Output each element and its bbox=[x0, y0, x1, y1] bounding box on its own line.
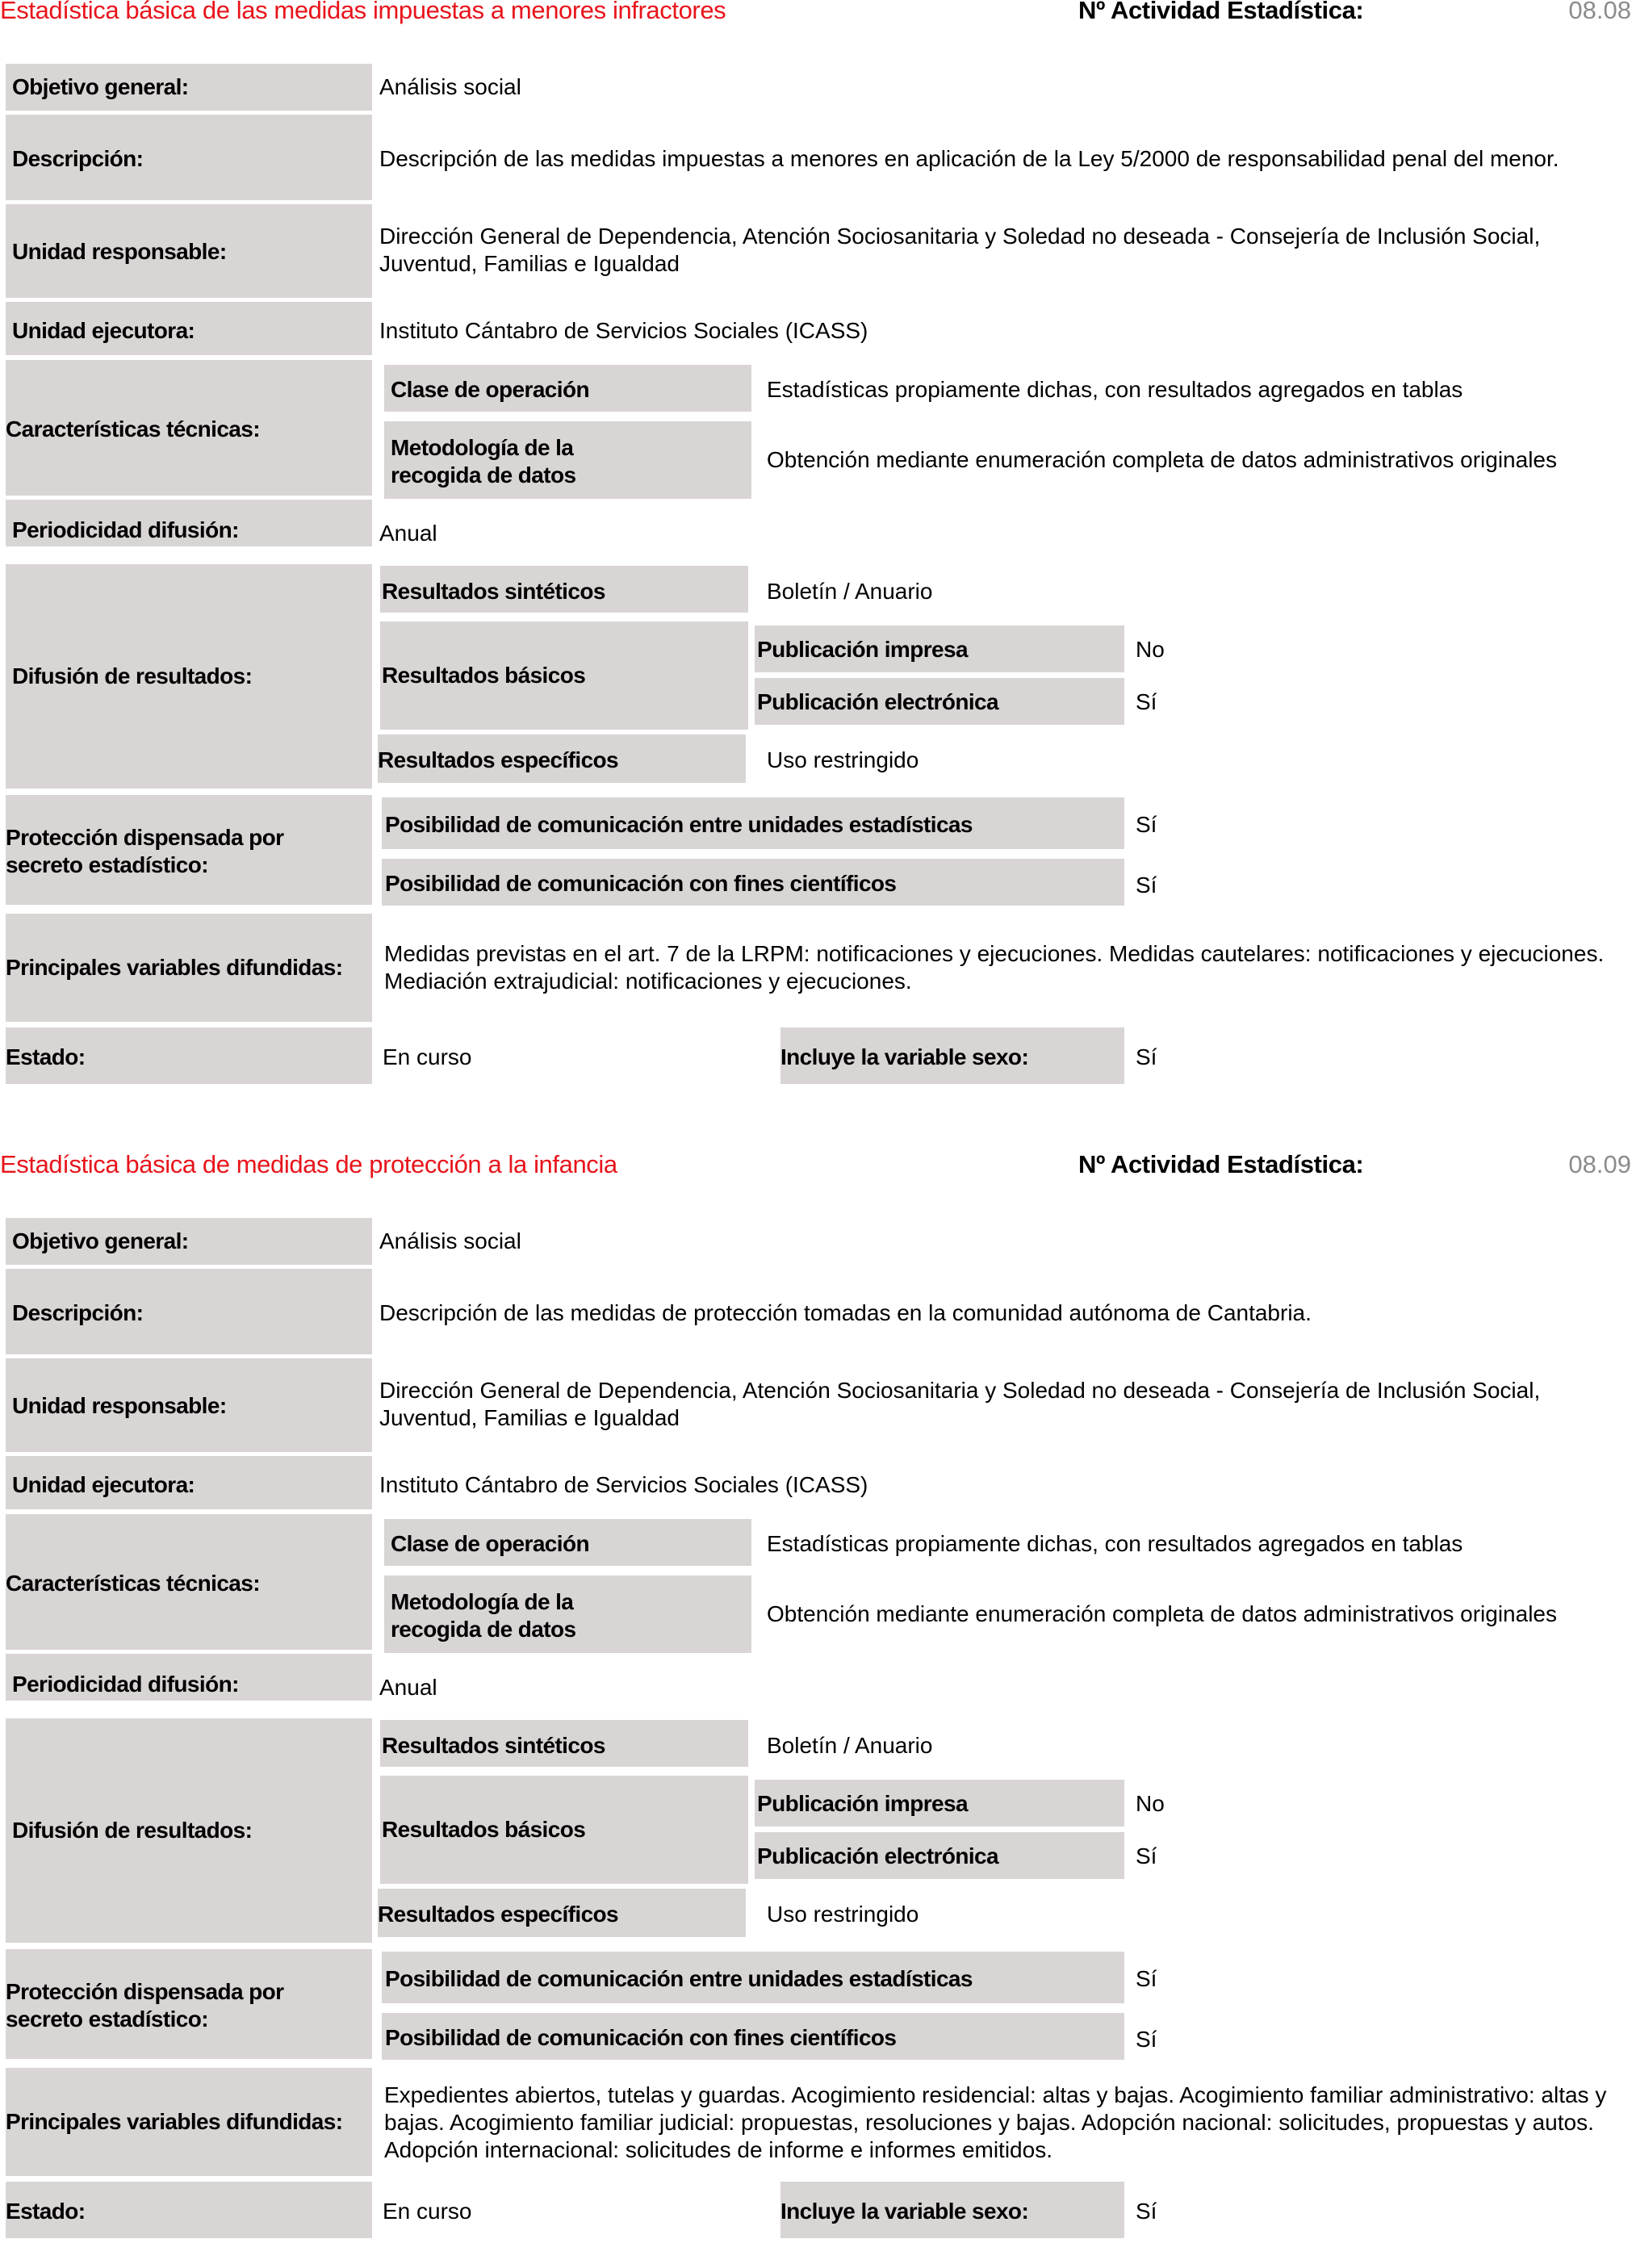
difusion-label: Difusión de resultados: bbox=[12, 663, 253, 688]
electronica-label: Publicación electrónica bbox=[757, 689, 998, 714]
proteccion-label: Protección dispensada por secreto estadístico: bbox=[6, 825, 284, 877]
record-title: Estadística básica de medidas de protección a la infancia bbox=[0, 1150, 617, 1178]
unidad-ejecutora-label: Unidad ejecutora: bbox=[12, 1472, 195, 1497]
sexo-value: Sí bbox=[1136, 1044, 1157, 1069]
descripcion-value: Descripción de las medidas de protección tomadas en la comunidad autónoma de Cantabria. bbox=[379, 1300, 1312, 1325]
impresa-label: Publicación impresa bbox=[757, 637, 968, 662]
com-unidades-label: Posibilidad de comunicación entre unidades estadísticas bbox=[385, 1966, 973, 1991]
variables-label: Principales variables difundidas: bbox=[6, 955, 343, 980]
record-title: Estadística básica de las medidas impuestas a menores infractores bbox=[0, 0, 726, 24]
sexo-label: Incluye la variable sexo: bbox=[780, 2199, 1029, 2224]
sexo-value: Sí bbox=[1136, 2199, 1157, 2224]
unidad-ejecutora-value: Instituto Cántabro de Servicios Sociales (ICASS) bbox=[379, 318, 868, 343]
variables-label: Principales variables difundidas: bbox=[6, 2109, 343, 2134]
electronica-value: Sí bbox=[1136, 689, 1157, 714]
sinteticos-value: Boletín / Anuario bbox=[767, 1733, 933, 1758]
activity-number: 08.09 bbox=[1568, 1150, 1631, 1178]
activity-number-label: Nº Actividad Estadística: bbox=[1078, 0, 1364, 24]
impresa-label: Publicación impresa bbox=[757, 1791, 968, 1816]
especificos-value: Uso restringido bbox=[767, 747, 919, 772]
periodicidad-label: Periodicidad difusión: bbox=[12, 1672, 239, 1697]
difusion-label: Difusión de resultados: bbox=[12, 1818, 253, 1843]
clase-operacion-label: Clase de operación bbox=[391, 377, 589, 402]
variables-value: Expedientes abiertos, tutelas y guardas. Acogimiento residencial: altas y bajas. Acogimiento familiar administrativo: altas y bajas. Acogimiento familiar judicial: propuestas, resoluciones y bajas. Adopción nacional: solicitudes, propuestas y autos. Adopción internacional: solicitudes de informe e informes emitidos. bbox=[384, 2082, 1607, 2162]
objetivo-label: Objetivo general: bbox=[12, 1228, 189, 1253]
metodologia-value: Obtención mediante enumeración completa de datos administrativos originales bbox=[767, 447, 1557, 472]
com-unidades-value: Sí bbox=[1136, 1966, 1157, 1991]
periodicidad-value: Anual bbox=[379, 1675, 437, 1700]
estado-value: En curso bbox=[383, 1044, 472, 1069]
impresa-value: No bbox=[1136, 637, 1165, 662]
electronica-label: Publicación electrónica bbox=[757, 1843, 998, 1868]
basicos-label: Resultados básicos bbox=[382, 1817, 586, 1842]
caracteristicas-label: Características técnicas: bbox=[6, 1571, 260, 1596]
descripcion-label: Descripción: bbox=[12, 146, 144, 171]
impresa-value: No bbox=[1136, 1791, 1165, 1816]
sexo-label: Incluye la variable sexo: bbox=[780, 1044, 1029, 1069]
statistic-record-08-08 bbox=[0, 0, 1632, 1114]
unidad-ejecutora-label: Unidad ejecutora: bbox=[12, 318, 195, 343]
statistic-record-08-09 bbox=[0, 1150, 1632, 2268]
unidad-responsable-value: Dirección General de Dependencia, Atención Sociosanitaria y Soledad no deseada - Consejería de Inclusión Social, Juventud, Familias e Igualdad bbox=[379, 224, 1541, 276]
unidad-responsable-value: Dirección General de Dependencia, Atención Sociosanitaria y Soledad no deseada - Consejería de Inclusión Social, Juventud, Familias e Igualdad bbox=[379, 1378, 1541, 1430]
clase-operacion-label: Clase de operación bbox=[391, 1531, 589, 1556]
sinteticos-label: Resultados sintéticos bbox=[382, 1733, 605, 1758]
objetivo-value: Análisis social bbox=[379, 1228, 521, 1253]
estado-label: Estado: bbox=[6, 1044, 86, 1069]
proteccion-label: Protección dispensada por secreto estadístico: bbox=[6, 1979, 284, 2032]
periodicidad-label: Periodicidad difusión: bbox=[12, 517, 239, 542]
metodologia-value: Obtención mediante enumeración completa de datos administrativos originales bbox=[767, 1601, 1557, 1626]
electronica-value: Sí bbox=[1136, 1843, 1157, 1868]
variables-value: Medidas previstas en el art. 7 de la LRPM: notificaciones y ejecuciones. Medidas cautelares: notificaciones y ejecuciones. Mediación extrajudicial: notificaciones y ejecuciones. bbox=[384, 941, 1605, 994]
descripcion-value: Descripción de las medidas impuestas a menores en aplicación de la Ley 5/2000 de responsabilidad penal del menor. bbox=[379, 146, 1559, 171]
clase-operacion-value: Estadísticas propiamente dichas, con resultados agregados en tablas bbox=[767, 377, 1463, 402]
estado-value: En curso bbox=[383, 2199, 472, 2224]
basicos-label: Resultados básicos bbox=[382, 663, 586, 688]
caracteristicas-label: Características técnicas: bbox=[6, 416, 260, 441]
clase-operacion-value: Estadísticas propiamente dichas, con resultados agregados en tablas bbox=[767, 1531, 1463, 1556]
com-unidades-value: Sí bbox=[1136, 812, 1157, 837]
objetivo-label: Objetivo general: bbox=[12, 74, 189, 99]
especificos-label: Resultados específicos bbox=[378, 747, 619, 772]
especificos-value: Uso restringido bbox=[767, 1902, 919, 1927]
estado-label: Estado: bbox=[6, 2199, 86, 2224]
com-cientificos-value: Sí bbox=[1136, 2027, 1157, 2052]
sinteticos-label: Resultados sintéticos bbox=[382, 579, 605, 604]
metodologia-label: Metodología de la recogida de datos bbox=[391, 435, 576, 487]
metodologia-label: Metodología de la recogida de datos bbox=[391, 1589, 576, 1642]
unidad-ejecutora-value: Instituto Cántabro de Servicios Sociales (ICASS) bbox=[379, 1472, 868, 1497]
com-cientificos-value: Sí bbox=[1136, 872, 1157, 898]
descripcion-label: Descripción: bbox=[12, 1300, 144, 1325]
objetivo-value: Análisis social bbox=[379, 74, 521, 99]
com-unidades-label: Posibilidad de comunicación entre unidades estadísticas bbox=[385, 812, 973, 837]
sinteticos-value: Boletín / Anuario bbox=[767, 579, 933, 604]
activity-number: 08.08 bbox=[1568, 0, 1631, 24]
periodicidad-value: Anual bbox=[379, 521, 437, 546]
especificos-label: Resultados específicos bbox=[378, 1902, 619, 1927]
com-cientificos-label: Posibilidad de comunicación con fines científicos bbox=[385, 2025, 897, 2050]
activity-number-label: Nº Actividad Estadística: bbox=[1078, 1150, 1364, 1178]
com-cientificos-label: Posibilidad de comunicación con fines científicos bbox=[385, 871, 897, 896]
unidad-responsable-label: Unidad responsable: bbox=[12, 1393, 227, 1418]
unidad-responsable-label: Unidad responsable: bbox=[12, 239, 227, 264]
